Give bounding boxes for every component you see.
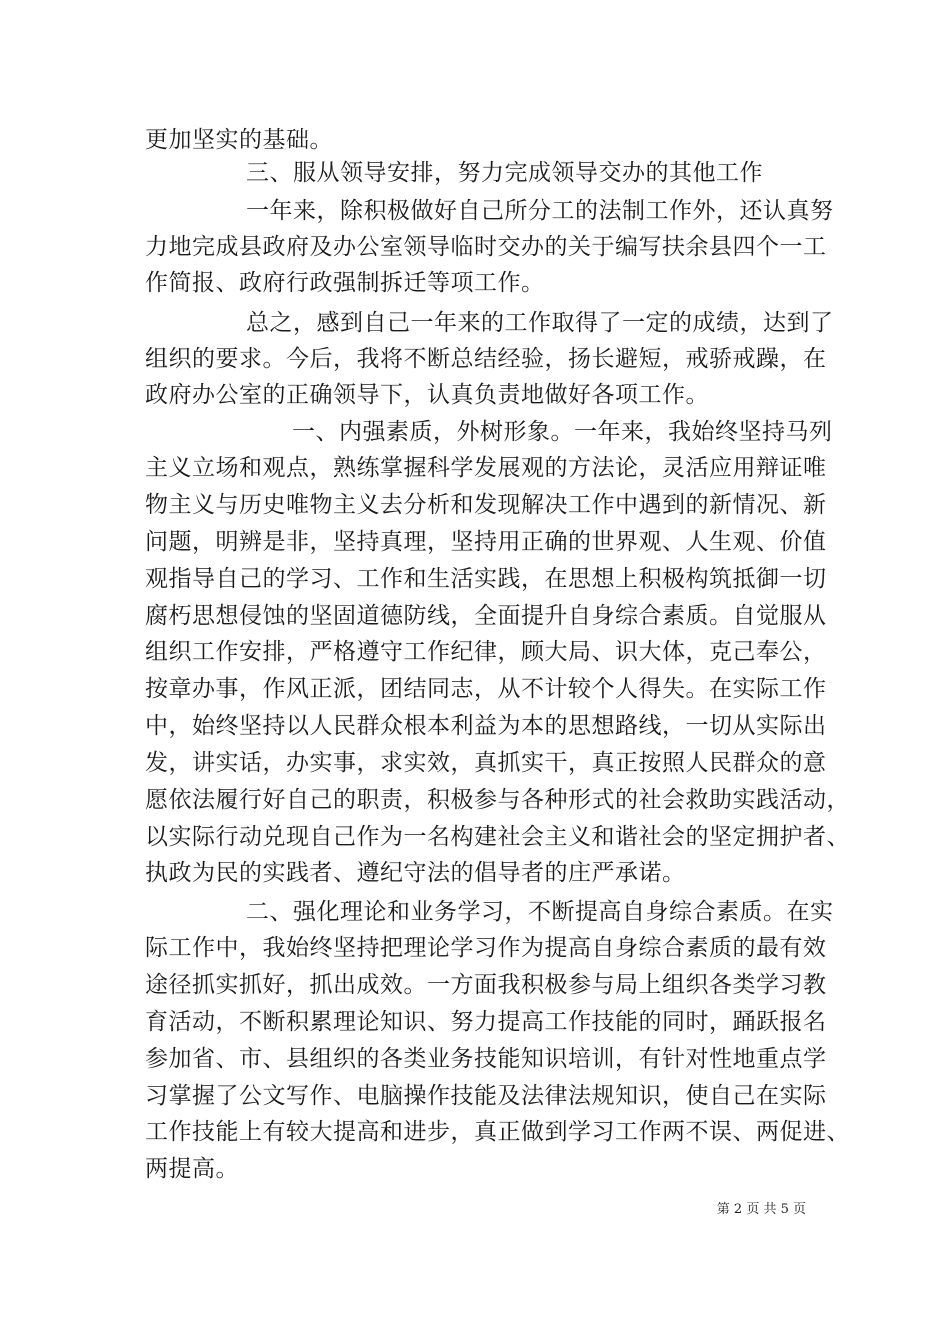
text-line: 执政为民的实践者、遵纪守法的倡导者的庄严承诺。 [145, 860, 686, 886]
text-line: 作简报、政府行政强制拆迁等项工作。 [145, 270, 545, 296]
text-line: 政府办公室的正确领导下，认真负责地做好各项工作。 [145, 382, 709, 408]
text-line: 以实际行动兑现自己作为一名构建社会主义和谐社会的坚定拥护者、 [145, 824, 850, 850]
text-line: 观指导自己的学习、工作和生活实践，在思想上积极构筑抵御一切 [145, 566, 827, 592]
text-line: 参加省、市、县组织的各类业务技能知识培训，有针对性地重点学 [145, 1046, 827, 1072]
section-heading: 二、强化理论和业务学习，不断提高自身综合素质。在实 [246, 899, 834, 925]
section-heading: 一、内强素质，外树形象。一年来，我始终坚持马列 [292, 419, 833, 445]
text-line: 一年来，除积极做好自己所分工的法制工作外，还认真努 [246, 198, 834, 224]
text-line: 中，始终坚持以人民群众根本利益为本的思想路线，一切从实际出 [145, 713, 827, 739]
text-line: 按章办事，作风正派，团结同志，从不计较个人得失。在实际工作 [145, 676, 827, 702]
text-line: 发，讲实话，办实事，求实效，真抓实干，真正按照人民群众的意 [145, 750, 827, 776]
text-line: 主义立场和观点，熟练掌握科学发展观的方法论，灵活应用辩证唯 [145, 455, 827, 481]
text-line: 习掌握了公文写作、电脑操作技能及法律法规知识，使自己在实际 [145, 1083, 827, 1109]
text-line: 腐朽思想侵蚀的坚固道德防线，全面提升自身综合素质。自觉服从 [145, 603, 827, 629]
text-line: 两提高。 [145, 1156, 239, 1182]
text-line: 更加坚实的基础。 [145, 127, 333, 153]
text-line: 组织的要求。今后，我将不断总结经验，扬长避短，戒骄戒躁，在 [145, 346, 827, 372]
text-line: 问题，明辨是非，坚持真理，坚持用正确的世界观、人生观、价值 [145, 529, 827, 555]
text-line: 力地完成县政府及办公室领导临时交办的关于编写扶余县四个一工 [145, 234, 827, 260]
page-number-footer: 第 2 页 共 5 页 [716, 1202, 806, 1217]
text-line: 愿依法履行好自己的职责，积极参与各种形式的社会救助实践活动， [145, 787, 850, 813]
section-heading: 三、服从领导安排，努力完成领导交办的其他工作 [246, 160, 763, 186]
text-line: 总之，感到自己一年来的工作取得了一定的成绩，达到了 [246, 310, 834, 336]
text-line: 物主义与历史唯物主义去分析和发现解决工作中遇到的新情况、新 [145, 492, 827, 518]
text-line: 际工作中，我始终坚持把理论学习作为提高自身综合素质的最有效 [145, 935, 827, 961]
text-line: 途径抓实抓好，抓出成效。一方面我积极参与局上组织各类学习教 [145, 972, 827, 998]
text-line: 组织工作安排，严格遵守工作纪律，顾大局、识大体，克己奉公， [145, 639, 827, 665]
text-line: 工作技能上有较大提高和进步，真正做到学习工作两不误、两促进、 [145, 1119, 850, 1145]
text-line: 育活动，不断积累理论知识、努力提高工作技能的同时，踊跃报名 [145, 1009, 827, 1035]
